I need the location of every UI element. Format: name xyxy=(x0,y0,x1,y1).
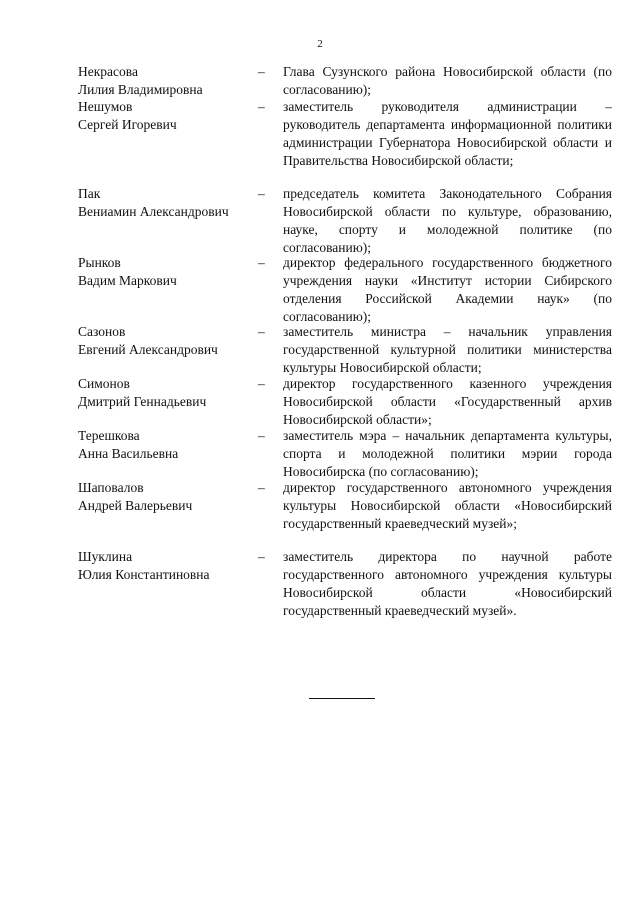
member-surname: Некрасова xyxy=(78,64,138,79)
member-surname: Шуклина xyxy=(78,549,133,564)
member-role: заместитель руководителя администрации – руководитель департамента информационной политики администрации Губернатора Новосибирской области и Правительства Новосибирской области; xyxy=(283,99,612,169)
page-number: 2 xyxy=(317,38,323,50)
member-name xyxy=(78,427,258,463)
member-given-names: Андрей Валерьевич xyxy=(78,498,193,514)
dash-separator: – xyxy=(258,99,265,114)
member-entry-rynkov xyxy=(78,254,612,325)
member-name xyxy=(78,63,258,99)
member-surname: Нешумов xyxy=(78,99,133,114)
member-surname: Симонов xyxy=(78,376,130,391)
closing-rule xyxy=(309,698,375,699)
member-surname: Сазонов xyxy=(78,324,126,339)
member-given-names: Дмитрий Геннадьевич xyxy=(78,394,207,410)
member-given-names: Вениамин Александрович xyxy=(78,204,229,220)
member-surname: Шаповалов xyxy=(78,480,144,495)
member-given-names: Юлия Константиновна xyxy=(78,567,210,583)
member-name xyxy=(78,323,258,359)
member-surname: Рынков xyxy=(78,255,121,270)
member-given-names: Сергей Игоревич xyxy=(78,117,177,133)
member-entry-simonov xyxy=(78,375,612,428)
member-entry-shuklina xyxy=(78,548,612,619)
member-name xyxy=(78,375,258,411)
member-role: директор государственного казенного учреждения Новосибирской области «Государственный архив Новосибирской области»; xyxy=(283,376,612,428)
member-role: заместитель директора по научной работе государственного автономного учреждения культуры Новосибирской области «Новосибирский государственный краеведческий музей». xyxy=(283,549,612,619)
dash-separator: – xyxy=(258,480,265,495)
dash-separator: – xyxy=(258,376,265,391)
member-given-names: Анна Васильевна xyxy=(78,446,179,462)
member-entry-pak xyxy=(78,185,612,256)
dash-separator: – xyxy=(258,186,265,201)
member-role: заместитель министра – начальник управления государственной культурной политики министерства культуры Новосибирской области; xyxy=(283,324,612,376)
dash-separator: – xyxy=(258,64,265,79)
dash-separator: – xyxy=(258,549,265,564)
member-given-names: Вадим Маркович xyxy=(78,273,177,289)
member-role: директор федерального государственного бюджетного учреждения науки «Институт истории Сибирского отделения Российской Академии наук» (по согласованию); xyxy=(283,255,612,325)
member-surname: Терешкова xyxy=(78,428,140,443)
dash-separator: – xyxy=(258,255,265,270)
member-entry-shapovalov xyxy=(78,479,612,532)
member-entry-sazonov xyxy=(78,323,612,376)
member-role: директор государственного автономного учреждения культуры Новосибирской области «Новосибирский государственный краеведческий музей»; xyxy=(283,480,612,532)
member-given-names: Евгений Александрович xyxy=(78,342,218,358)
member-entry-tereshkova xyxy=(78,427,612,480)
member-name xyxy=(78,185,258,221)
member-role: Глава Сузунского района Новосибирской области (по согласованию); xyxy=(283,64,612,98)
member-given-names: Лилия Владимировна xyxy=(78,82,203,98)
member-name xyxy=(78,98,258,134)
member-name xyxy=(78,479,258,515)
dash-separator: – xyxy=(258,428,265,443)
member-name xyxy=(78,254,258,290)
member-entry-nekrasova xyxy=(78,63,612,98)
dash-separator: – xyxy=(258,324,265,339)
member-name xyxy=(78,548,258,584)
member-role: председатель комитета Законодательного Собрания Новосибирской области по культуре, образованию, науке, спорту и молодежной политике (по согласованию); xyxy=(283,186,612,256)
member-surname: Пак xyxy=(78,186,101,201)
member-role: заместитель мэра – начальник департамента культуры, спорта и молодежной политики мэрии города Новосибирска (по согласованию); xyxy=(283,428,612,480)
member-entry-neshumov xyxy=(78,98,612,169)
